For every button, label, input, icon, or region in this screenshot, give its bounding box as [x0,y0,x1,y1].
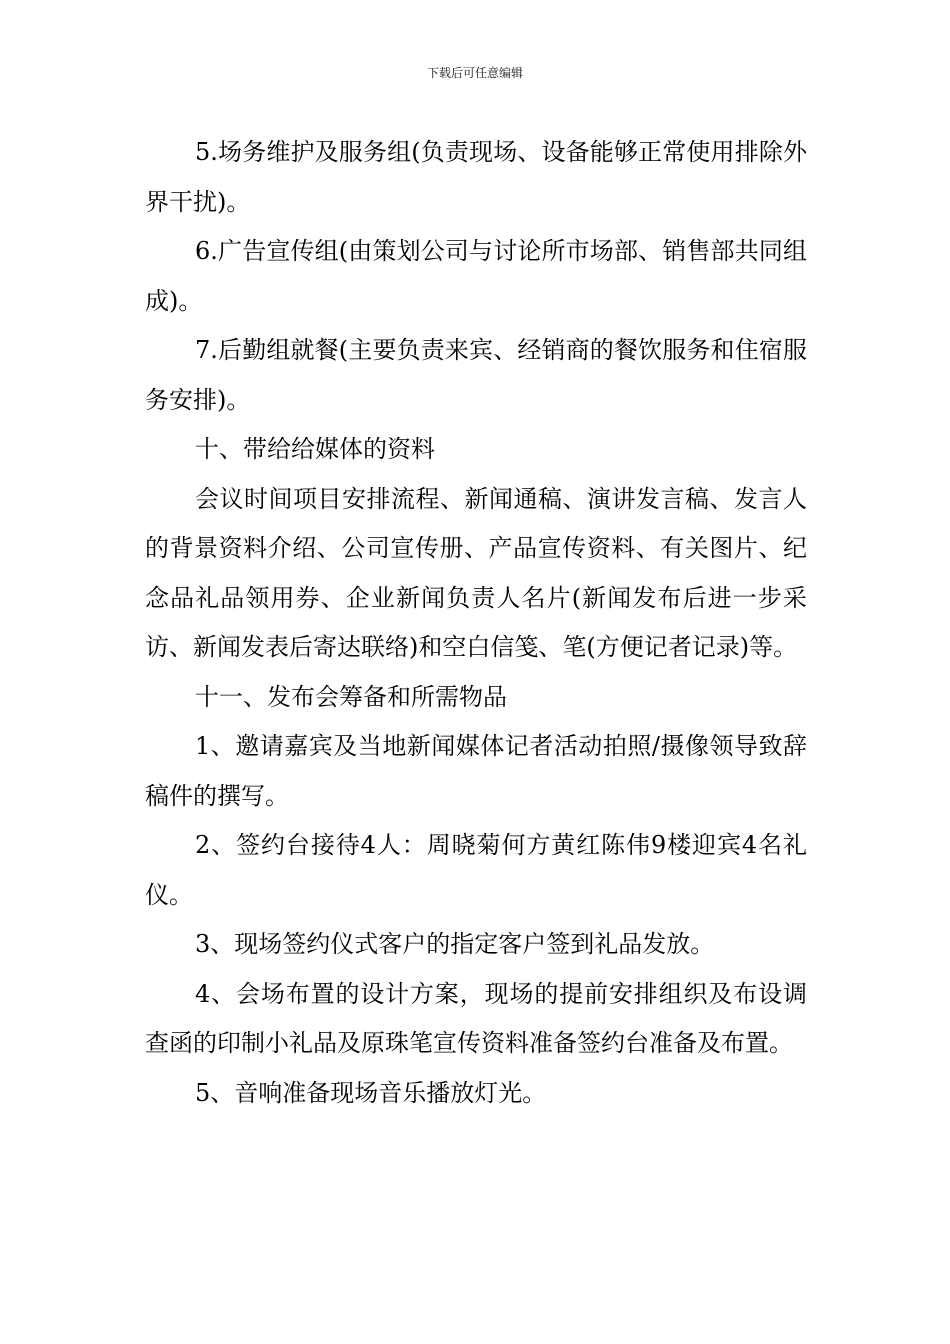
paragraph-media-materials: 会议时间项目安排流程、新闻通稿、演讲发言稿、发言人的背景资料介绍、公司宣传册、产品宣传资料、有关图片、纪念品礼品领用券、企业新闻负责人名片(新闻发布后进一步采访、新闻发表后寄达联络)和空白信笺、笔(方便记者记录)等。 [145,484,807,661]
paragraph-item-2: 2、签约台接待4人：周晓菊何方黄红陈伟9楼迎宾4名礼仪。 [145,831,807,909]
paragraph-team-venue-service: 5.场务维护及服务组(负责现场、设备能够正常使用排除外界干扰)。 [145,138,807,216]
section-heading-media-materials: 十、带给给媒体的资料 [195,435,435,463]
document-body [145,128,807,1118]
paragraph-team-advertising: 6.广告宣传组(由策划公司与讨论所市场部、销售部共同组成)。 [145,237,807,315]
section-heading-preparation: 十一、发布会筹备和所需物品 [195,682,507,711]
paragraph-item-5: 5、音响准备现场音乐播放灯光。 [195,1078,547,1107]
paragraph-item-3: 3、现场签约仪式客户的指定客户签到礼品发放。 [195,930,715,958]
paragraph-item-4: 4、会场布置的设计方案，现场的提前安排组织及布设调查函的印制小礼品及原珠笔宣传资料准备签约台准备及布置。 [145,979,807,1057]
page-header: 下载后可任意编辑 [426,66,523,80]
paragraph-team-logistics: 7.后勤组就餐(主要负责来宾、经销商的餐饮服务和住宿服务安排)。 [145,336,807,414]
paragraph-item-1: 1、邀请嘉宾及当地新闻媒体记者活动拍照/摄像领导致辞稿件的撰写。 [145,732,807,810]
